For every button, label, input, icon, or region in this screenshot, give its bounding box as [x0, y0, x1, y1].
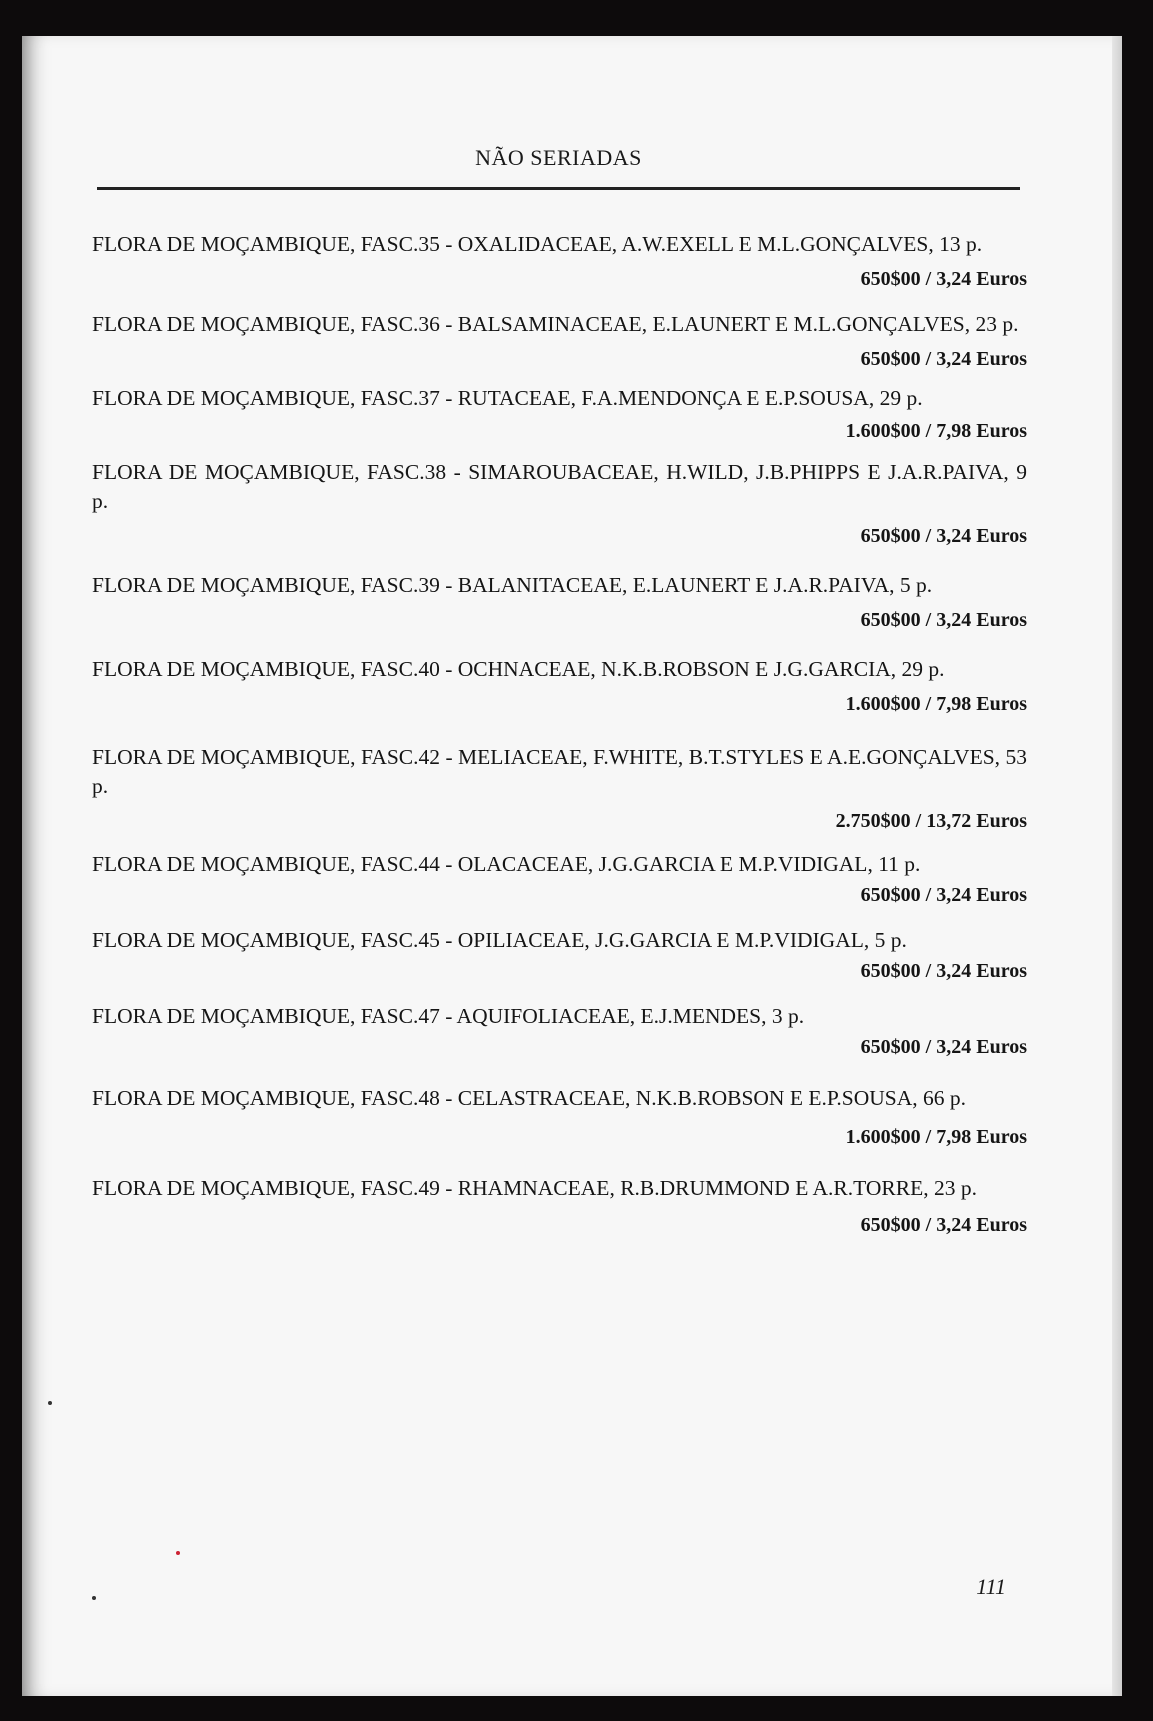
- entry-price: 650$00 / 3,24 Euros: [860, 348, 1027, 370]
- entry-title: FLORA DE MOÇAMBIQUE, FASC.44 - OLACACEAE, J.G.GARCIA E M.P.VIDIGAL, 11 p.: [92, 852, 921, 876]
- entry-title: FLORA DE MOÇAMBIQUE, FASC.39 - BALANITACEAE, E.LAUNERT E J.A.R.PAIVA, 5 p.: [92, 573, 933, 597]
- entry-price: 650$00 / 3,24 Euros: [860, 1214, 1027, 1236]
- entry-title: FLORA DE MOÇAMBIQUE, FASC.38 - SIMAROUBACEAE, H.WILD, J.B.PHIPPS E J.A.R.PAIVA, 9 p.: [92, 460, 1027, 513]
- entry-title: FLORA DE MOÇAMBIQUE, FASC.48 - CELASTRACEAE, N.K.B.ROBSON E E.P.SOUSA, 66 p.: [92, 1086, 967, 1110]
- entry-price: 2.750$00 / 13,72 Euros: [835, 810, 1027, 832]
- entry-price: 650$00 / 3,24 Euros: [860, 268, 1027, 290]
- catalogue-entry: [92, 743, 1027, 836]
- catalogue-list: [92, 206, 1027, 1240]
- entry-title: FLORA DE MOÇAMBIQUE, FASC.37 - RUTACEAE, F.A.MENDONÇA E E.P.SOUSA, 29 p.: [92, 386, 923, 410]
- page-edge: [1112, 36, 1122, 1696]
- entry-price: 1.600$00 / 7,98 Euros: [845, 693, 1027, 715]
- entry-price: 1.600$00 / 7,98 Euros: [845, 1126, 1027, 1148]
- page-number: 111: [976, 1574, 1006, 1599]
- entry-title: FLORA DE MOÇAMBIQUE, FASC.47 - AQUIFOLIACEAE, E.J.MENDES, 3 p.: [92, 1004, 805, 1028]
- catalogue-entry: [92, 1174, 1027, 1240]
- catalogue-entry: [92, 1002, 1027, 1062]
- catalogue-entry: [92, 310, 1027, 374]
- catalogue-entry: [92, 655, 1027, 719]
- entry-title: FLORA DE MOÇAMBIQUE, FASC.49 - RHAMNACEAE, R.B.DRUMMOND E A.R.TORRE, 23 p.: [92, 1176, 977, 1200]
- catalogue-entry: [92, 384, 1027, 446]
- entry-title: FLORA DE MOÇAMBIQUE, FASC.40 - OCHNACEAE, N.K.B.ROBSON E J.G.GARCIA, 29 p.: [92, 657, 945, 681]
- entry-title: FLORA DE MOÇAMBIQUE, FASC.42 - MELIACEAE, F.WHITE, B.T.STYLES E A.E.GONÇALVES, 53 p.: [92, 745, 1027, 798]
- entry-title: FLORA DE MOÇAMBIQUE, FASC.45 - OPILIACEAE, J.G.GARCIA E M.P.VIDIGAL, 5 p.: [92, 928, 907, 952]
- dust-speck: [176, 1551, 180, 1555]
- catalogue-entry: [92, 850, 1027, 910]
- header-rule: [97, 187, 1020, 190]
- entry-price: 650$00 / 3,24 Euros: [860, 1036, 1027, 1058]
- catalogue-entry: [92, 458, 1027, 551]
- catalogue-entry: [92, 1084, 1027, 1152]
- entry-price: 1.600$00 / 7,98 Euros: [845, 420, 1027, 442]
- entry-price: 650$00 / 3,24 Euros: [860, 960, 1027, 982]
- catalogue-entry: [92, 926, 1027, 986]
- entry-price: 650$00 / 3,24 Euros: [860, 884, 1027, 906]
- dust-speck: [48, 1401, 52, 1405]
- section-title: NÃO SERIADAS: [475, 145, 642, 170]
- page-header: [97, 112, 1020, 190]
- entry-price: 650$00 / 3,24 Euros: [860, 609, 1027, 631]
- entry-title: FLORA DE MOÇAMBIQUE, FASC.36 - BALSAMINACEAE, E.LAUNERT E M.L.GONÇALVES, 23 p.: [92, 312, 1019, 336]
- dust-speck: [92, 1596, 96, 1600]
- catalogue-entry: [92, 230, 1027, 294]
- entry-title: FLORA DE MOÇAMBIQUE, FASC.35 - OXALIDACEAE, A.W.EXELL E M.L.GONÇALVES, 13 p.: [92, 232, 983, 256]
- entry-price: 650$00 / 3,24 Euros: [860, 525, 1027, 547]
- page-sheet: [22, 36, 1122, 1696]
- catalogue-entry: [92, 571, 1027, 635]
